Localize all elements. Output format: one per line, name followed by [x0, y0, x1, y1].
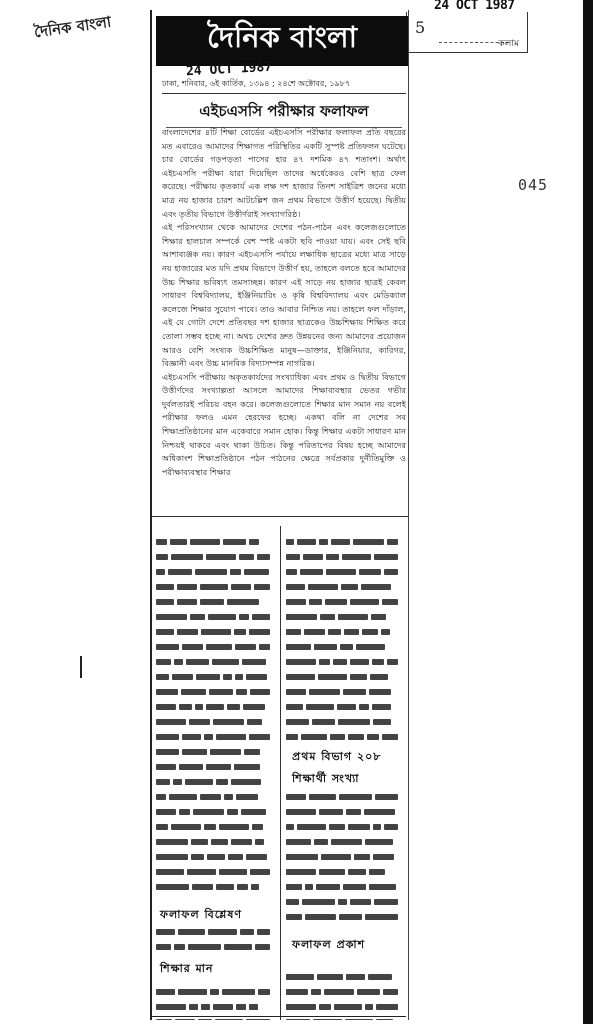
illegible-text-line — [156, 800, 276, 812]
lower-left-heading-2-text: শিক্ষার মান — [160, 962, 214, 975]
illegible-text-line — [286, 635, 404, 647]
illegible-text-line — [286, 560, 404, 572]
illegible-text-line — [156, 1010, 276, 1020]
article-paragraph: এই পরিসংখ্যান থেকে আমাদের দেশের পঠন-পাঠন এবং কলেজগুলোতে শিক্ষার হালচাল সম্পর্কে বেশ স্পষ্ট একটা ছবি পাওয়া যায়। এবং সেই ছবি আশাব্যঞ্জক নয়। কারণ এইচএসসি পর্যায়ে লক্ষাধিক ছাত্রের মধ্যে মাত্র সাড়ে নয় হাজারের মত যদি প্রথম বিভাগে উত্তীর্ণ হয়, তাহলে বলতে হবে আমাদের উচ্চ শিক্ষার ভবিষ্যৎ তমসাচ্ছন্ন। কারণ এই সাড়ে নয় হাজার ছাত্রই কেবল সাধারণ বিশ্ববিদ্যালয়, ইঞ্জিনিয়ারিং ও কৃষি বিশ্ববিদ্যালয় এবং মেডিক্যাল কলেজে শিক্ষার সুযোগ পাবে। তাও আবার নিশ্চিত নয়। তাহলে ফল দাঁড়াল, এই যে গোটা দেশে প্রতিবছর দশ হাজার ছাত্রকেও উচ্চশিক্ষায় শিক্ষিত করে তোলা সম্ভব হচ্ছে না। অথচ দেশের দ্রুত উন্নয়নের জন্য আমাদের প্রয়োজন আরও বেশি সংখ্যক উচ্চশিক্ষিত মানুষ—ডাক্তার, ইঞ্জিনিয়ার, কারিগর, বিজ্ঞানী এবং উচ্চ মানবিক বিদ্যাসম্পন্ন নাগরিক। — [162, 222, 406, 369]
section-divider — [152, 516, 408, 517]
illegible-text-line — [156, 980, 276, 992]
illegible-text-line — [286, 965, 404, 977]
illegible-text-line — [156, 935, 276, 947]
illegible-text-line — [286, 980, 404, 992]
illegible-text-line — [286, 695, 404, 707]
illegible-text-line — [156, 830, 276, 842]
stamp-column-label: কলাম — [498, 39, 519, 49]
illegible-text-line — [156, 770, 276, 782]
lower-right-heading-3-text: ফলাফল প্রকাশ — [292, 938, 366, 951]
illegible-text-line — [286, 890, 404, 902]
clipping-bottom-rule — [150, 1016, 406, 1017]
article-paragraph: এইচএসসি পরীক্ষায় অকৃতকার্যদের সংখ্যাধিক্য এবং প্রথম ও দ্বিতীয় বিভাগে উত্তীর্ণদের সংখ্যাল্পতা আসলে আমাদের শিক্ষাব্যবস্থার ভেতর গভীর দুর্বলতারই পরিচয় বহন করে। কলেজগুলোতে শিক্ষার মান সমান নয় বলেই পরীক্ষার ফলও এমন হেরফের হচ্ছে। একথা বলি না দেশের সব শিক্ষাপ্রতিষ্ঠানের মান একেবারে সমান হোক। কিন্তু শিক্ষার একটা সাধারণ মান নিশ্চয়ই থাকবে এবং থাকা উচিত। কিন্তু পরিতাপের বিষয় হচ্ছে আমাদের অধিকাংশ শিক্ষাপ্রতিষ্ঠানে পঠন পাঠনের ক্ষেত্রে সর্বপ্রকার দুর্নীতিমুক্তি ও পরীক্ষাব্যবস্থার শিক্ষার — [162, 371, 406, 477]
archive-stamp-box — [406, 12, 528, 53]
illegible-text-line — [156, 815, 276, 827]
lower-left-heading-text: ফলাফল বিশ্লেষণ — [160, 908, 243, 921]
lower-left-heading-2 — [160, 960, 214, 979]
illegible-text-line — [156, 635, 276, 647]
illegible-text-line — [156, 785, 276, 797]
illegible-text-line — [156, 860, 276, 872]
illegible-text-line — [286, 905, 404, 917]
lower-left-column — [156, 530, 276, 1020]
illegible-text-line — [156, 755, 276, 767]
illegible-text-line — [156, 740, 276, 752]
illegible-text-line — [286, 875, 404, 887]
newspaper-clipping — [150, 10, 409, 1020]
stamp-box-number: 5 — [415, 18, 426, 37]
illegible-text-line — [156, 845, 276, 857]
illegible-text-line — [156, 995, 276, 1007]
handwritten-source-note: দৈনিক বাংলা — [32, 12, 113, 42]
illegible-text-line — [156, 695, 276, 707]
illegible-text-line — [156, 710, 276, 722]
illegible-text-line — [286, 995, 404, 1007]
illegible-text-line — [286, 710, 404, 722]
illegible-text-line — [286, 575, 404, 587]
illegible-text-line — [286, 800, 404, 812]
lower-right-heading-3 — [292, 936, 365, 955]
clipping-date-stamp: 24 OCT 1987 — [185, 59, 273, 80]
article-paragraph: বাংলাদেশের ৪টি শিক্ষা বোর্ডের এইচএসসি পরীক্ষার ফলাফল প্রতি বছরের মত এবারেও আমাদের শিক্ষাগত পরিস্থিতির একটি সুস্পষ্ট প্রতিফলন ঘটেছে। চার বোর্ডের গড়পড়তা পাসের হার ৪৭ দশমিক ৪৭ শতাংশ। অর্থাৎ এইচএসসি পরীক্ষা যারা দিয়েছিল তাদের অর্ধেকেরও বেশি ছাত্র ফেল করেছে। পরীক্ষায় কৃতকার্য এক লক্ষ দশ হাজার তিনশ সাইত্রিশ জনের মধ্যে মাত্র নয় হাজার চারশ আটচল্লিশ জন প্রথম বিভাগে উত্তীর্ণ হয়েছে। দ্বিতীয় এবং তৃতীয় বিভাগে উত্তীর্ণরাই সংখ্যাগরিষ্ঠ। — [162, 127, 406, 219]
illegible-text-line — [156, 890, 276, 902]
illegible-text-line — [156, 605, 276, 617]
illegible-text-line — [286, 665, 404, 677]
illegible-text-line — [156, 620, 276, 632]
lower-right-heading — [292, 748, 381, 767]
illegible-text-line — [286, 650, 404, 662]
illegible-text-line — [286, 920, 404, 932]
illegible-text-line — [156, 560, 276, 572]
article-body — [162, 126, 406, 479]
illegible-text-line — [156, 680, 276, 692]
illegible-text-line — [286, 830, 404, 842]
illegible-text-line — [286, 605, 404, 617]
illegible-text-line — [156, 530, 276, 542]
illegible-text-line — [156, 875, 276, 887]
illegible-text-line — [286, 725, 404, 737]
lower-left-heading — [160, 906, 242, 925]
illegible-text-line — [156, 575, 276, 587]
illegible-text-line — [286, 680, 404, 692]
page-number: 045 — [518, 176, 549, 194]
illegible-text-line — [286, 815, 404, 827]
illegible-text-line — [156, 590, 276, 602]
archive-date-stamp: 24 OCT 1987 — [434, 0, 515, 13]
illegible-text-line — [286, 530, 404, 542]
illegible-text-line — [286, 860, 404, 872]
illegible-text-line — [286, 545, 404, 557]
illegible-text-line — [156, 665, 276, 677]
illegible-text-line — [156, 650, 276, 662]
article-headline: এইচএসসি পরীক্ষার ফলাফল — [166, 100, 402, 128]
illegible-text-line — [286, 590, 404, 602]
illegible-text-line — [286, 845, 404, 857]
margin-tick-mark — [80, 656, 82, 678]
illegible-text-line — [156, 545, 276, 557]
illegible-text-line — [156, 725, 276, 737]
lower-right-heading-2-text: শিক্ষার্থী সংখ্যা — [292, 772, 360, 785]
lower-right-heading-text: প্রথম বিভাগ ২০৮ — [292, 750, 382, 763]
scan-edge-bar — [583, 0, 593, 1024]
illegible-text-line — [286, 1010, 404, 1020]
newspaper-masthead — [156, 16, 408, 66]
column-divider — [280, 526, 281, 1020]
lower-right-heading-2 — [292, 770, 359, 789]
illegible-text-line — [286, 620, 404, 632]
newspaper-dateline: ঢাকা, শনিবার, ৬ই কার্তিক, ১৩৯৪ ; ২৪শে অক্টোবর, ১৯৮৭ — [162, 78, 406, 94]
masthead-title: দৈনিক বাংলা — [206, 19, 357, 54]
